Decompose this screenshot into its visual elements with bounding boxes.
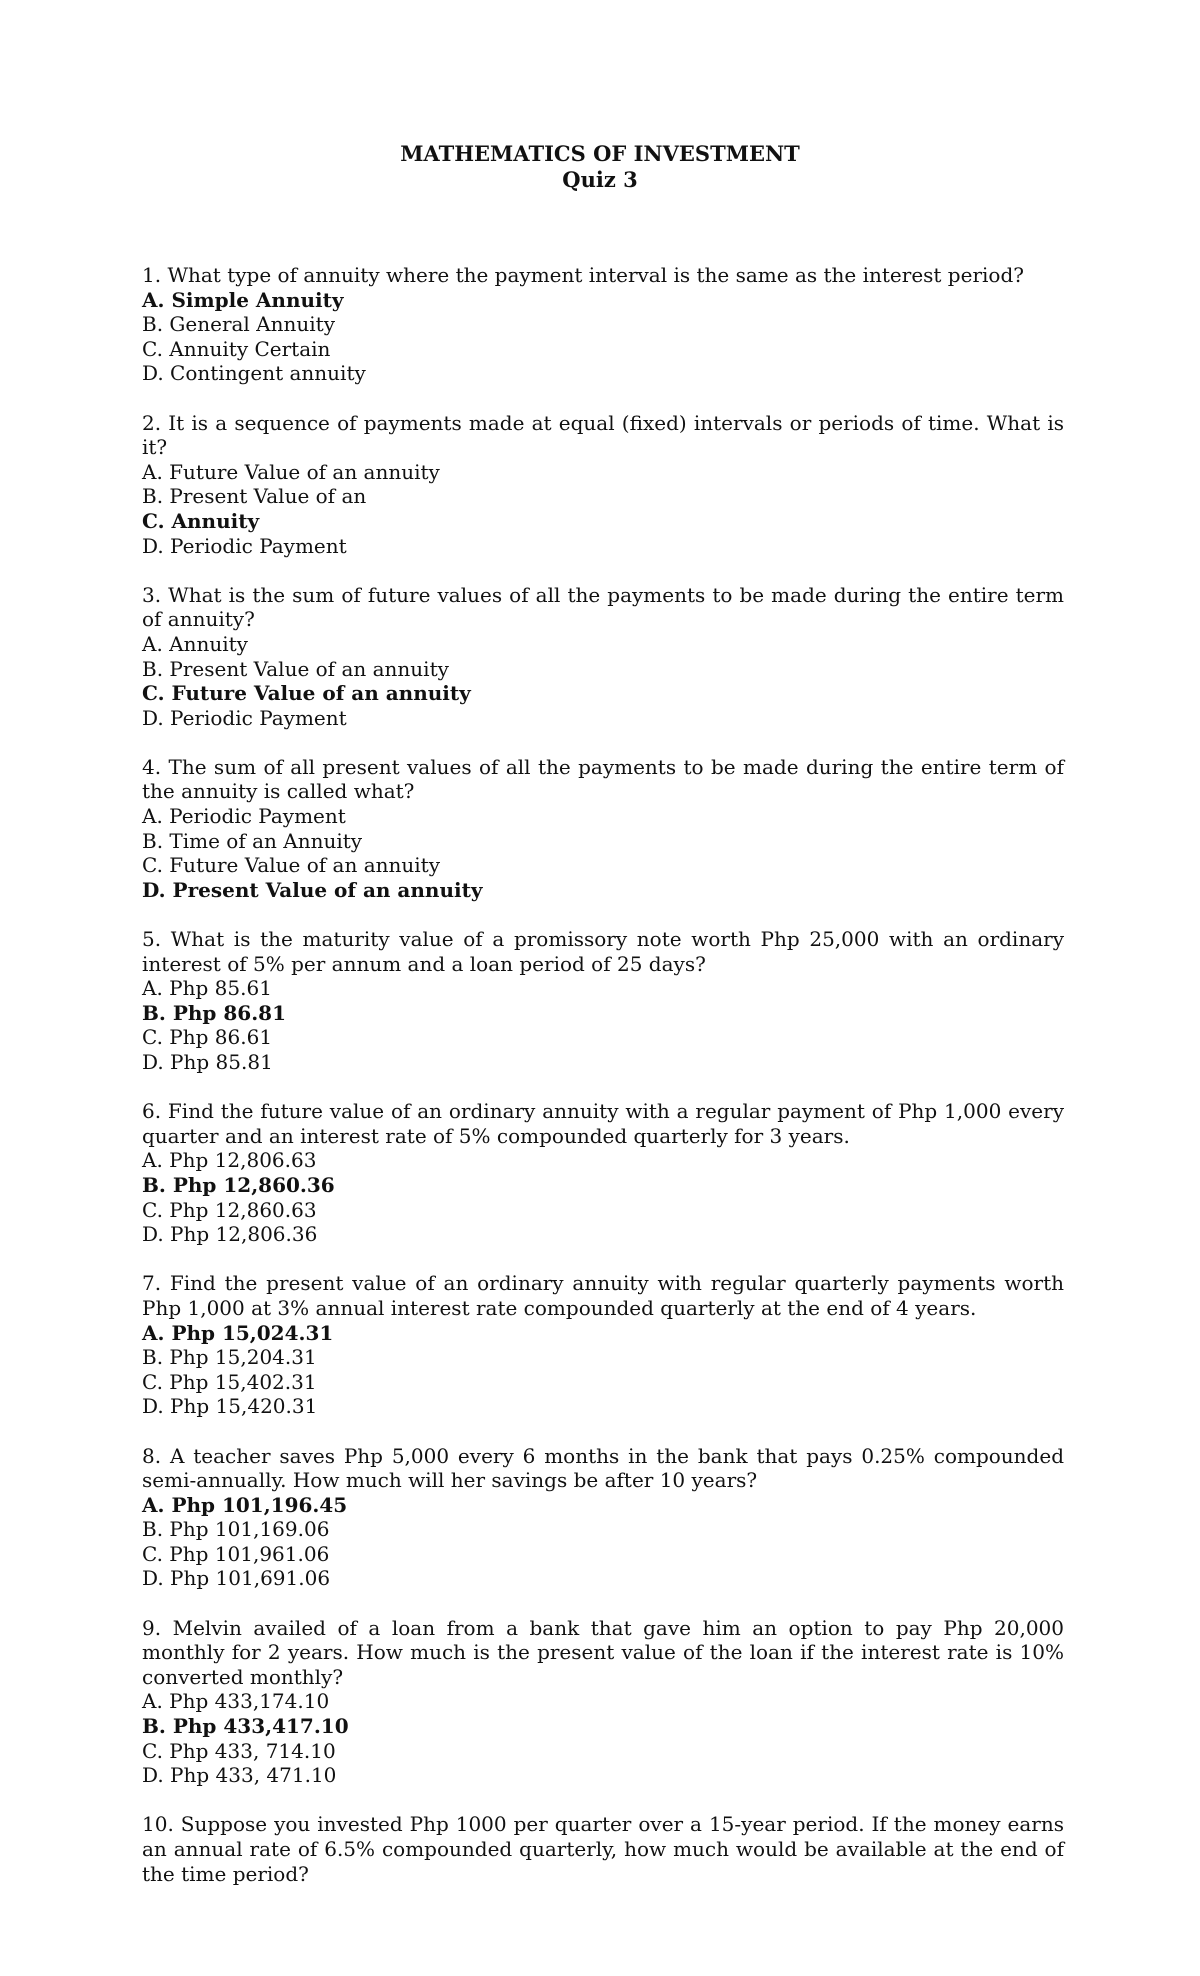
question-text: 10. Suppose you invested Php 1000 per quarter over a 15-year period. If the money earns an annual rate of 6.5% compounded quarterly, how much would be available at the end of the time period? xyxy=(142,1812,1064,1886)
answer-option: C. Future Value of an annuity xyxy=(142,853,440,878)
answer-option: D. Contingent annuity xyxy=(142,361,366,386)
answer-option: D. Periodic Payment xyxy=(142,705,347,730)
answer-option-correct: C. Future Value of an annuity xyxy=(142,681,471,706)
answer-option: A. Php 12,806.63 xyxy=(142,1148,317,1173)
answer-option: B. General Annuity xyxy=(142,312,335,337)
question-10 xyxy=(142,1812,1064,1886)
answer-option-correct: A. Php 15,024.31 xyxy=(142,1320,334,1345)
answer-option: C. Php 433, 714.10 xyxy=(142,1738,336,1763)
answer-option-correct: A. Php 101,196.45 xyxy=(142,1492,348,1517)
answer-option-correct: B. Php 433,417.10 xyxy=(142,1714,349,1739)
answer-option-correct: B. Php 86.81 xyxy=(142,1000,286,1025)
answer-option: A. Future Value of an annuity xyxy=(142,459,440,484)
question-1 xyxy=(142,263,1064,386)
answer-option: C. Annuity Certain xyxy=(142,336,331,361)
answer-option: B. Php 15,204.31 xyxy=(142,1345,317,1370)
question-text: 6. Find the future value of an ordinary annuity with a regular payment of Php 1,000 every quarter and an interest rate of 5% compounded quarterly for 3 years. xyxy=(142,1099,1064,1148)
question-text: 7. Find the present value of an ordinary annuity with regular quarterly payments worth Php 1,000 at 3% annual interest rate compounded quarterly at the end of 4 years. xyxy=(142,1271,1064,1320)
answer-option: D. Php 15,420.31 xyxy=(142,1394,318,1419)
answer-option: A. Annuity xyxy=(142,631,248,656)
answer-option: A. Php 85.61 xyxy=(142,976,272,1001)
question-5 xyxy=(142,927,1064,1075)
answer-option-correct: B. Php 12,860.36 xyxy=(142,1172,335,1197)
document-subtitle: Quiz 3 xyxy=(562,167,638,192)
question-text: 1. What type of annuity where the payment interval is the same as the interest period? xyxy=(142,263,1024,287)
answer-option: B. Present Value of an xyxy=(142,484,367,509)
answer-option: D. Periodic Payment xyxy=(142,533,347,558)
answer-option-correct: C. Annuity xyxy=(142,508,260,533)
question-text: 9. Melvin availed of a loan from a bank that gave him an option to pay Php 20,000 monthly for 2 years. How much is the present value of the loan if the interest rate is 10% converted monthly? xyxy=(142,1615,1064,1689)
answer-option: D. Php 12,806.36 xyxy=(142,1222,318,1247)
answer-option: C. Php 12,860.63 xyxy=(142,1197,317,1222)
document-title: MATHEMATICS OF INVESTMENT xyxy=(400,141,800,166)
question-text: 8. A teacher saves Php 5,000 every 6 months in the bank that pays 0.25% compounded semi-annually. How much will her savings be after 10 years? xyxy=(142,1443,1064,1493)
answer-option: D. Php 101,691.06 xyxy=(142,1566,331,1591)
answer-option: A. Php 433,174.10 xyxy=(142,1689,330,1714)
question-3 xyxy=(142,583,1064,731)
answer-option: C. Php 86.61 xyxy=(142,1025,273,1050)
answer-option: A. Periodic Payment xyxy=(142,804,346,829)
question-6 xyxy=(142,1099,1064,1247)
question-list xyxy=(142,263,1064,1911)
answer-option: B. Time of an Annuity xyxy=(142,828,363,853)
question-4 xyxy=(142,755,1064,903)
document-header xyxy=(0,141,1200,193)
answer-option: D. Php 433, 471.10 xyxy=(142,1763,337,1788)
question-text: 4. The sum of all present values of all the payments to be made during the entire term of the annuity is called what? xyxy=(142,754,1064,804)
question-text: 3. What is the sum of future values of all the payments to be made during the entire term of annuity? xyxy=(142,582,1064,632)
question-7 xyxy=(142,1271,1064,1419)
answer-option-correct: A. Simple Annuity xyxy=(142,287,344,312)
answer-option: D. Php 85.81 xyxy=(142,1050,273,1074)
answer-option: B. Present Value of an annuity xyxy=(142,656,449,681)
answer-option: C. Php 15,402.31 xyxy=(142,1369,317,1394)
question-8 xyxy=(142,1444,1064,1592)
answer-option: B. Php 101,169.06 xyxy=(142,1517,330,1542)
answer-option: C. Php 101,961.06 xyxy=(142,1541,330,1566)
question-text: 5. What is the maturity value of a promissory note worth Php 25,000 with an ordinary interest of 5% per annum and a loan period of 25 days? xyxy=(142,927,1064,976)
question-2 xyxy=(142,411,1064,559)
question-9 xyxy=(142,1616,1064,1788)
answer-option-correct: D. Present Value of an annuity xyxy=(142,877,483,902)
question-text: 2. It is a sequence of payments made at equal (fixed) intervals or periods of time. What is it? xyxy=(142,410,1064,460)
